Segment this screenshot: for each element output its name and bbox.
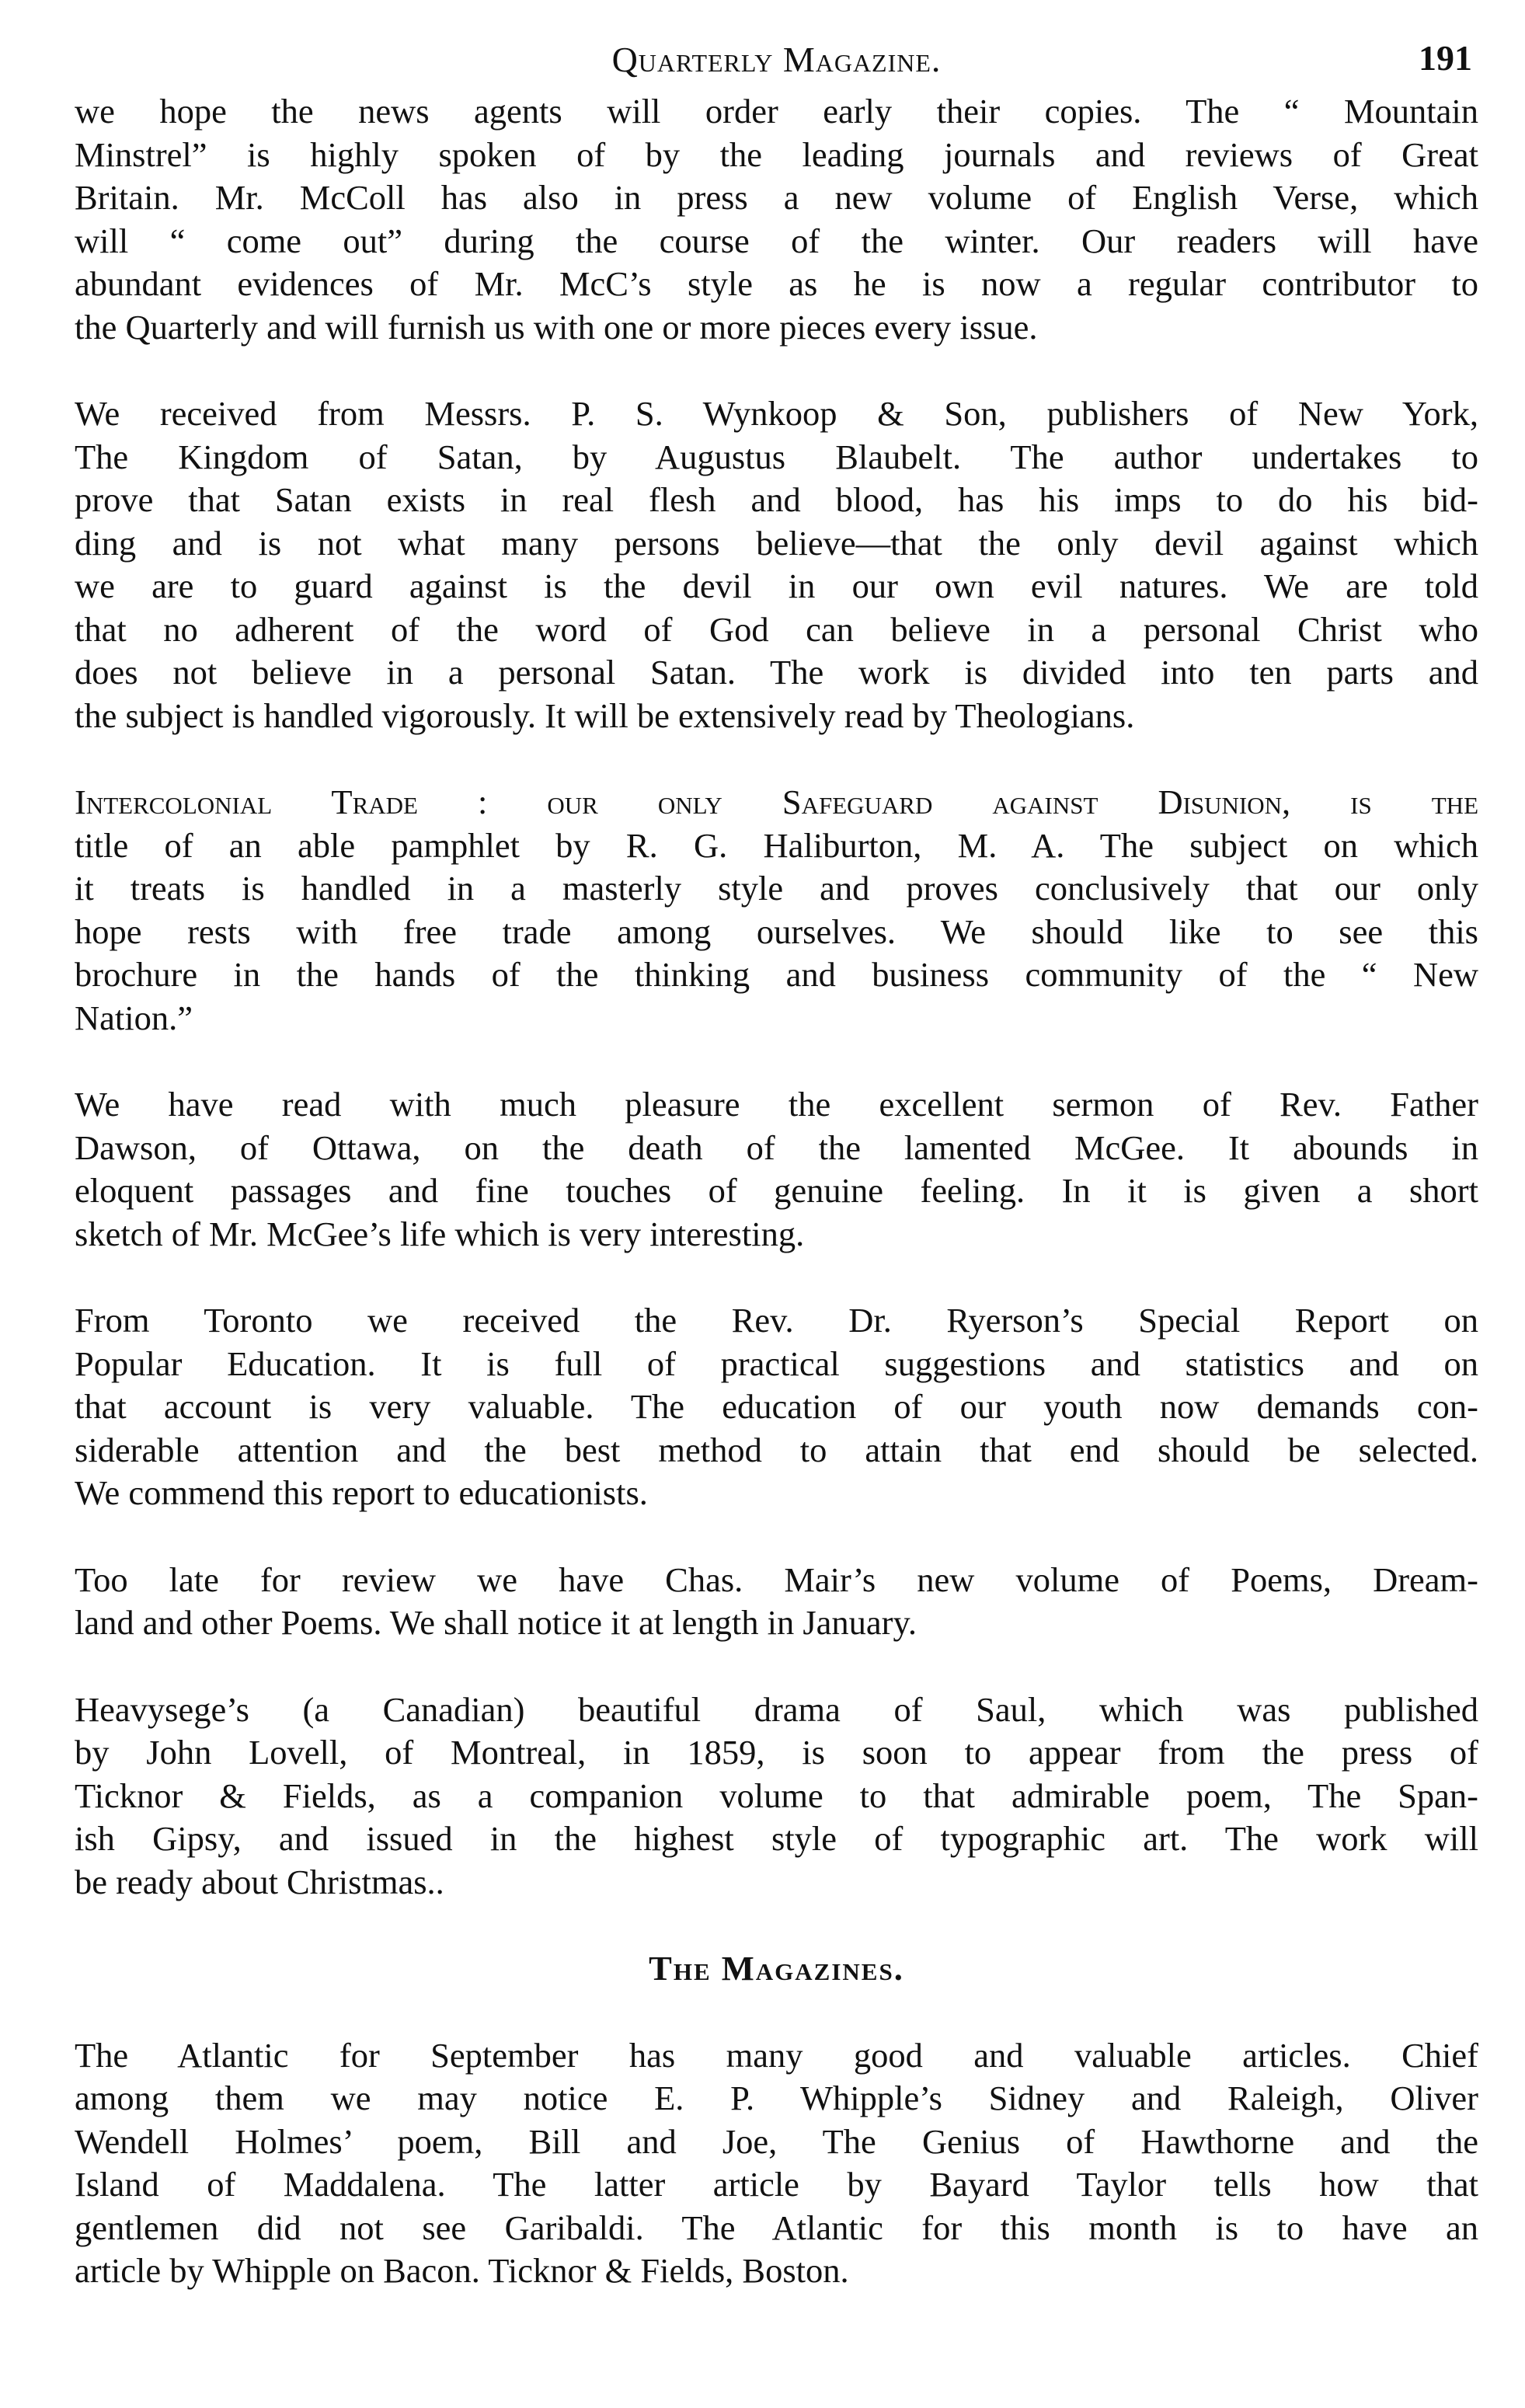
- paragraph-heavysege-saul: [75, 1688, 1478, 1904]
- text-line: The Kingdom of Satan, by Augustus Blaubelt. The author undertakes to: [75, 437, 1478, 476]
- text-line: Ticknor & Fields, as a companion volume to that admirable poem, The Span-: [75, 1776, 1478, 1815]
- text-line: Island of Maddalena. The latter article by Bayard Taylor tells how that: [75, 2165, 1478, 2204]
- text-line: siderable attention and the best method to attain that end should be selected.: [75, 1430, 1478, 1469]
- text-line: sketch of Mr. McGee’s life which is very interesting.: [75, 1214, 805, 1253]
- text-line: the Quarterly and will furnish us with one or more pieces every issue.: [75, 307, 1038, 347]
- article-body: [75, 90, 1478, 2293]
- running-head: [75, 31, 1478, 85]
- text-line: we are to guard against is the devil in our own evil natures. We are told: [75, 566, 1478, 605]
- paragraph-intercolonial-trade: [75, 781, 1478, 1040]
- text-line: that no adherent of the word of God can believe in a personal Christ who: [75, 609, 1478, 649]
- running-title: Quarterly Magazine.: [611, 40, 942, 79]
- text-line: it treats is handled in a masterly style and proves conclusively that our only: [75, 869, 1478, 908]
- text-line: among them we may notice E. P. Whipple’s Sidney and Raleigh, Oliver: [75, 2079, 1478, 2117]
- text-line: Dawson, of Ottawa, on the death of the lamented McGee. It abounds in: [75, 1127, 1478, 1167]
- text-line: Nation.”: [75, 998, 193, 1037]
- text-line: will “ come out” during the course of the winter. Our readers will have: [75, 221, 1478, 260]
- text-line: We received from Messrs. P. S. Wynkoop & Son, publishers of New York,: [75, 394, 1478, 433]
- text-line: hope rests with free trade among ourselves. We should like to see this: [75, 911, 1478, 951]
- text-line: be ready about Christmas..: [75, 1862, 444, 1901]
- text-line: does not believe in a personal Satan. The work is divided into ten parts and: [75, 653, 1478, 692]
- text-line: eloquent passages and fine touches of genuine feeling. In it is given a short: [75, 1171, 1478, 1210]
- text-line: article by Whipple on Bacon. Ticknor & Fields, Boston.: [75, 2251, 849, 2290]
- paragraph-atlantic: [75, 2034, 1478, 2293]
- text-line: The Atlantic for September has many good and valuable articles. Chief: [75, 2035, 1478, 2075]
- paragraph-kingdom-of-satan: [75, 392, 1478, 737]
- text-line: We have read with much pleasure the excellent sermon of Rev. Father: [75, 1085, 1478, 1124]
- text-line: brochure in the hands of the thinking and business community of the “ New: [75, 955, 1478, 994]
- text-line: gentlemen did not see Garibaldi. The Atlantic for this month is to have an: [75, 2208, 1478, 2247]
- text-line: Minstrel” is highly spoken of by the leading journals and reviews of Great: [75, 134, 1478, 174]
- paragraph-mountain-minstrel: [75, 90, 1478, 349]
- text-line: by John Lovell, of Montreal, in 1859, is soon to appear from the press of: [75, 1733, 1478, 1772]
- text-line: land and other Poems. We shall notice it at length in January.: [75, 1603, 917, 1642]
- text-line: the subject is handled vigorously. It will be extensively read by Theologians.: [75, 695, 1135, 735]
- text-line: Popular Education. It is full of practical suggestions and statistics and on: [75, 1343, 1478, 1383]
- text-line: ish Gipsy, and issued in the highest style of typographic art. The work will: [75, 1819, 1478, 1858]
- paragraph-mair-poems: [75, 1559, 1478, 1645]
- text-line: Britain. Mr. McColl has also in press a new volume of English Verse, which: [75, 178, 1478, 217]
- section-heading-magazines: The Magazines.: [649, 1949, 904, 1988]
- text-line: Too late for review we have Chas. Mair’s new volume of Poems, Dream-: [75, 1559, 1478, 1599]
- text-line: Intercolonial Trade : our only Safeguard against Disunion, is the: [75, 782, 1478, 821]
- text-line: prove that Satan exists in real flesh and blood, has his imps to do his bid-: [75, 480, 1478, 519]
- paragraph-ryerson-report: [75, 1299, 1478, 1515]
- text-line: title of an able pamphlet by R. G. Haliburton, M. A. The subject on which: [75, 825, 1478, 865]
- text-line: We commend this report to educationists.: [75, 1473, 648, 1512]
- page-number: 191: [1419, 38, 1472, 78]
- text-line: Wendell Holmes’ poem, Bill and Joe, The Genius of Hawthorne and the: [75, 2121, 1478, 2161]
- text-line: ding and is not what many persons believe—that the only devil against which: [75, 523, 1478, 563]
- text-line: abundant evidences of Mr. McC’s style as he is now a regular contributor to: [75, 264, 1478, 303]
- text-line: that account is very valuable. The education of our youth now demands con-: [75, 1387, 1478, 1426]
- paragraph-father-dawson-sermon: [75, 1083, 1478, 1256]
- text-line: Heavysege’s (a Canadian) beautiful drama of Saul, which was published: [75, 1689, 1478, 1729]
- text-line: From Toronto we received the Rev. Dr. Ryerson’s Special Report on: [75, 1301, 1478, 1340]
- text-line: we hope the news agents will order early their copies. The “ Mountain: [75, 92, 1478, 131]
